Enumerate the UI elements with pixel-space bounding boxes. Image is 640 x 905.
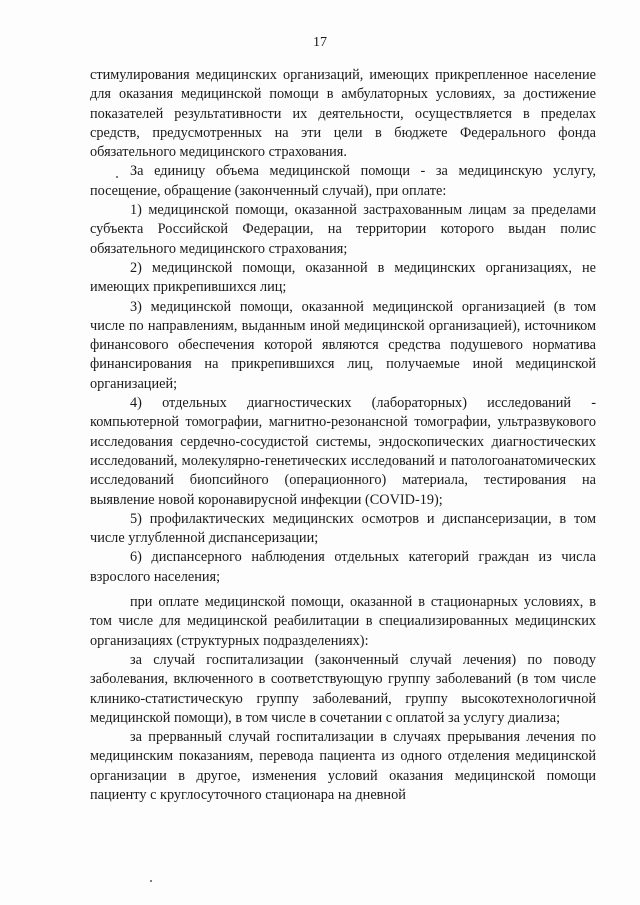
paragraph-interrupted-case: за прерванный случай госпитализации в случаях прерывания лечения по медицинским показаниям, перевода пациента из одного отделения медицинской организации в другое, изменения условий оказания медицинской помощи пациенту с круглосуточного стационара на дневной bbox=[90, 729, 596, 803]
list-item-1: 1) медицинской помощи, оказанной застрахованным лицам за пределами субъекта Российской Федерации, на территории которого выдан полис обязательного медицинского страхования; bbox=[90, 202, 596, 257]
list-item-2: 2) медицинской помощи, оказанной в медицинских организациях, не имеющих прикрепившихся лиц; bbox=[90, 259, 596, 296]
list-item-5: 5) профилактических медицинских осмотров и диспансеризации, в том числе углубленной диспансеризации; bbox=[90, 510, 596, 547]
scan-speck bbox=[116, 176, 118, 178]
paragraph-inpatient-payment: при оплате медицинской помощи, оказанной в стационарных условиях, в том числе для медицинской реабилитации в специализированных медицинских организациях (структурных подразделениях): bbox=[90, 594, 596, 649]
paragraph-funding-source: стимулирования медицинских организаций, имеющих прикрепленное население для оказания медицинской помощи в амбулаторных условиях, за достижение показателей результативности их деятельности, осуществляется в пределах средств, предусмотренных на эти цели в бюджете Федерального фонда обязательного медицинского страхования. bbox=[90, 67, 596, 161]
paragraph-hospitalization-case: за случай госпитализации (законченный случай лечения) по поводу заболевания, включенного в соответствующую группу заболеваний (в том числе клинико-статистическую группу заболеваний, группу высокотехнологичной медицинской помощи), в том числе в сочетании с оплатой за услугу диализа; bbox=[90, 651, 596, 726]
page-number: 17 bbox=[313, 35, 327, 50]
document-body bbox=[90, 66, 596, 805]
scan-speck bbox=[150, 880, 152, 882]
list-item-3: 3) медицинской помощи, оказанной медицинской организацией (в том числе по направлениям, выданным иной медицинской организацией), источником финансового обеспечения которой являются средства подушевого норматива финансирования на прикрепившихся лиц, получаемые иной медицинской организацией; bbox=[90, 298, 596, 392]
list-item-4: 4) отдельных диагностических (лабораторных) исследований - компьютерной томографии, магнитно-резонансной томографии, ультразвукового исследования сердечно-сосудистой системы, эндоскопических диагностических исследований, молекулярно-генетических исследований и патологоанатомических исследований биопсийного (операционного) материала, тестирования на выявление новой коронавирусной инфекции (COVID-19); bbox=[90, 395, 596, 508]
list-item-6: 6) диспансерного наблюдения отдельных категорий граждан из числа взрослого населения; bbox=[90, 549, 596, 585]
paragraph-per-unit-payment: За единицу объема медицинской помощи - за медицинскую услугу, посещение, обращение (законченный случай), при оплате: bbox=[90, 163, 596, 199]
